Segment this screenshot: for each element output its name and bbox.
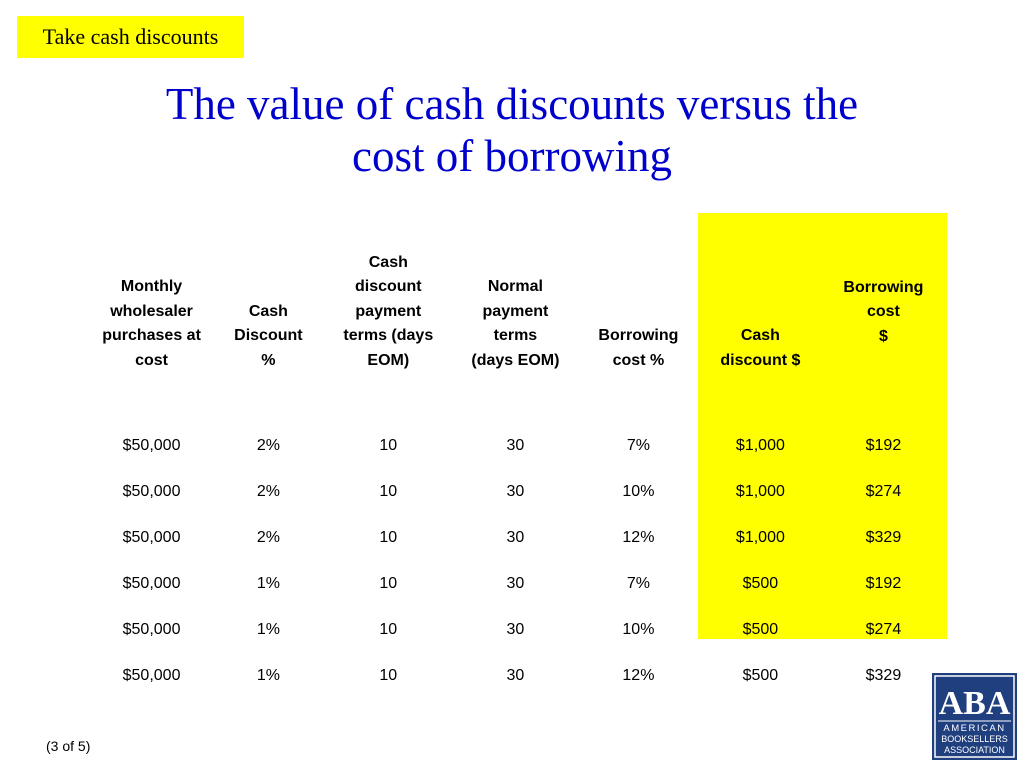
table-cell: 2% bbox=[256, 529, 280, 546]
table-cell: 1% bbox=[256, 575, 280, 592]
table-row bbox=[88, 515, 947, 561]
header-normal-terms: Normal payment terms (days EOM) bbox=[471, 278, 560, 369]
table-cell: $50,000 bbox=[122, 621, 181, 638]
table-cell: 12% bbox=[622, 667, 655, 684]
header-borrowing-cost-amount: Borrowing cost $ bbox=[843, 278, 924, 345]
table-cell: 2% bbox=[256, 483, 280, 500]
slide-counter: (3 of 5) bbox=[46, 738, 91, 754]
table-row bbox=[88, 653, 947, 699]
table-cell: 30 bbox=[506, 667, 525, 684]
table-cell: 10 bbox=[379, 483, 398, 500]
table-row bbox=[88, 561, 947, 607]
header-discount-terms: Cash discount payment terms (days EOM) bbox=[343, 253, 434, 369]
table-cell: 2% bbox=[256, 437, 280, 454]
table-cell: $50,000 bbox=[122, 667, 181, 684]
table-header-row bbox=[88, 213, 947, 381]
table-cell: $500 bbox=[742, 575, 779, 592]
table-cell: $192 bbox=[865, 437, 902, 454]
aba-logo bbox=[932, 673, 1017, 760]
table-cell: 10 bbox=[379, 667, 398, 684]
table-cell: $274 bbox=[865, 483, 902, 500]
table-cell: 30 bbox=[506, 529, 525, 546]
table-cell: 10% bbox=[622, 483, 655, 500]
slide-title-line-1: The value of cash discounts versus the bbox=[165, 79, 859, 129]
header-monthly-purchases: Monthly wholesaler purchases at cost bbox=[102, 278, 201, 369]
table-cell: $50,000 bbox=[122, 483, 181, 500]
logo-initials: ABA bbox=[938, 685, 1011, 722]
table-cell: 30 bbox=[506, 621, 525, 638]
table-cell: 7% bbox=[626, 575, 650, 592]
table-cell: $500 bbox=[742, 667, 779, 684]
table-cell: 10% bbox=[622, 621, 655, 638]
table-cell: 30 bbox=[506, 575, 525, 592]
table-cell: 1% bbox=[256, 621, 280, 638]
table-row bbox=[88, 381, 947, 469]
table-cell: 30 bbox=[506, 483, 525, 500]
table-cell: 7% bbox=[626, 437, 650, 454]
header-cash-discount-amount: Cash discount $ bbox=[720, 327, 801, 369]
slide-title bbox=[60, 78, 964, 182]
table-cell: $1,000 bbox=[735, 483, 785, 500]
table-cell: $329 bbox=[865, 529, 902, 546]
table-cell: 12% bbox=[622, 529, 655, 546]
table-cell: $274 bbox=[865, 621, 902, 638]
table-cell: 10 bbox=[379, 437, 398, 454]
header-cash-discount-pct: Cash Discount % bbox=[234, 302, 303, 369]
table-cell: $50,000 bbox=[122, 529, 181, 546]
table-cell: $50,000 bbox=[122, 437, 181, 454]
logo-line-1: AMERICAN bbox=[943, 723, 1006, 734]
table-cell: $1,000 bbox=[735, 437, 785, 454]
logo-line-2: BOOKSELLERS bbox=[941, 734, 1008, 744]
table-cell: $1,000 bbox=[735, 529, 785, 546]
table-cell: $329 bbox=[865, 667, 902, 684]
table-cell: $500 bbox=[742, 621, 779, 638]
table-cell: 10 bbox=[379, 529, 398, 546]
section-tag: Take cash discounts bbox=[17, 16, 244, 58]
table-cell: 10 bbox=[379, 575, 398, 592]
table-row bbox=[88, 469, 947, 515]
table-cell: $50,000 bbox=[122, 575, 181, 592]
table-cell: $192 bbox=[865, 575, 902, 592]
header-borrowing-cost-pct: Borrowing cost % bbox=[598, 327, 679, 369]
slide-title-line-2: cost of borrowing bbox=[352, 131, 672, 181]
table-cell: 10 bbox=[379, 621, 398, 638]
logo-line-3: ASSOCIATION bbox=[944, 745, 1005, 755]
table-cell: 1% bbox=[256, 667, 280, 684]
comparison-table bbox=[88, 213, 947, 699]
table-row bbox=[88, 607, 947, 653]
table-cell: 30 bbox=[506, 437, 525, 454]
